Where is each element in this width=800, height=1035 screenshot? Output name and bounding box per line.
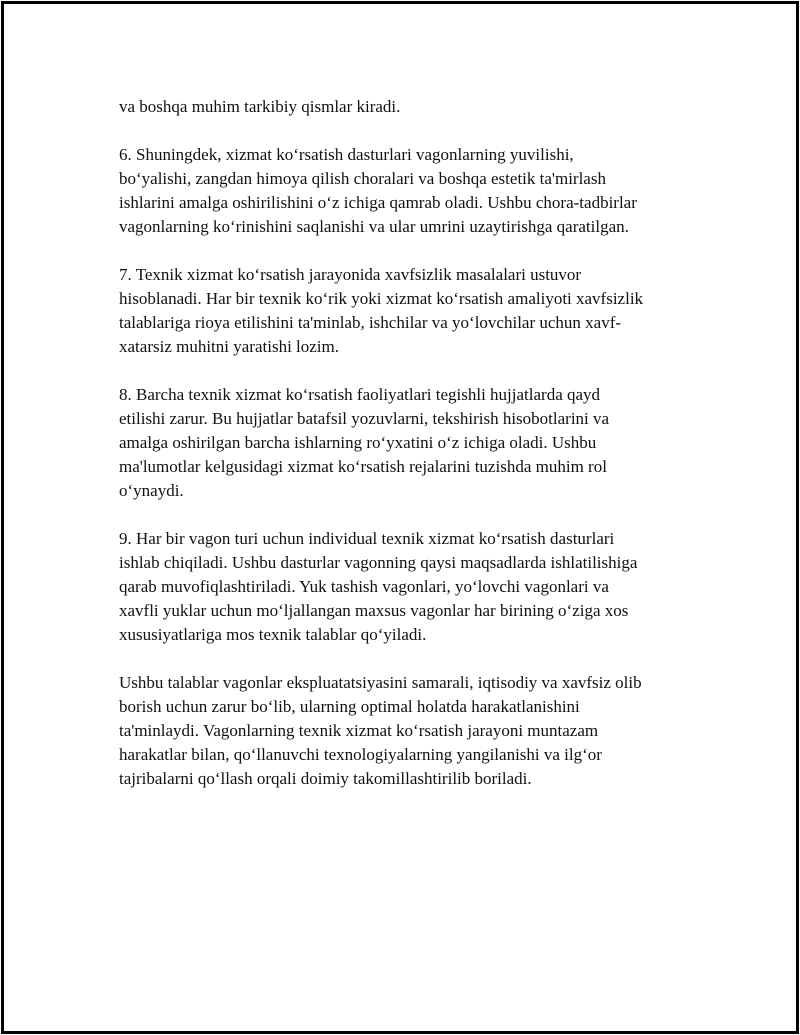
text-line: ishlab chiqiladi. Ushbu dasturlar vagonning qaysi maqsadlarda ishlatilishiga [119,553,638,572]
text-line: ta'minlaydi. Vagonlarning texnik xizmat koʻrsatish jarayoni muntazam [119,721,599,740]
paragraph-item-6 [119,143,699,239]
text-line: tajribalarni qoʻllash orqali doimiy takomillashtirilib boriladi. [119,769,532,788]
text-line: xavfli yuklar uchun moʻljallangan maxsus vagonlar har birining oʻziga xos [119,601,629,620]
text-line: boʻyalishi, zangdan himoya qilish choralari va boshqa estetik ta'mirlash [119,169,606,188]
text-line: 8. Barcha texnik xizmat koʻrsatish faoliyatlari tegishli hujjatlarda qayd [119,385,601,404]
text-line: ma'lumotlar kelgusidagi xizmat koʻrsatish rejalarini tuzishda muhim rol [119,457,607,476]
text-line: amalga oshirilgan barcha ishlarning roʻyxatini oʻz ichiga oladi. Ushbu [119,433,597,452]
paragraph-conclusion [119,671,699,791]
text-line: xatarsiz muhitni yaratishi lozim. [119,337,340,356]
text-line: Ushbu talablar vagonlar ekspluatatsiyasini samarali, iqtisodiy va xavfsiz olib [119,673,642,692]
text-line: ishlarini amalga oshirilishini oʻz ichiga qamrab oladi. Ushbu chora-tadbirlar [119,193,637,212]
paragraph-item-7 [119,263,699,359]
text-line: 9. Har bir vagon turi uchun individual texnik xizmat koʻrsatish dasturlari [119,529,615,548]
text-line: harakatlar bilan, qoʻllanuvchi texnologiyalarning yangilanishi va ilgʻor [119,745,602,764]
text-line: 7. Texnik xizmat koʻrsatish jarayonida xavfsizlik masalalari ustuvor [119,265,582,284]
text-line: hisoblanadi. Har bir texnik koʻrik yoki xizmat koʻrsatish amaliyoti xavfsizlik [119,289,644,308]
paragraph-continuation [119,95,699,119]
text-line: borish uchun zarur boʻlib, ularning optimal holatda harakatlanishini [119,697,580,716]
text-line: talablariga rioya etilishini ta'minlab, ishchilar va yoʻlovchilar uchun xavf- [119,313,622,332]
text-line: xususiyatlariga mos texnik talablar qoʻyiladi. [119,625,427,644]
text-line: vagonlarning koʻrinishini saqlanishi va ular umrini uzaytirishga qaratilgan. [119,217,629,236]
document-page [1,1,799,1034]
text-line: etilishi zarur. Bu hujjatlar batafsil yozuvlarni, tekshirish hisobotlarini va [119,409,610,428]
paragraph-item-8 [119,383,699,503]
text-line: qarab muvofiqlashtiriladi. Yuk tashish vagonlari, yoʻlovchi vagonlari va [119,577,609,596]
text-line: oʻynaydi. [119,481,184,500]
text-line: va boshqa muhim tarkibiy qismlar kiradi. [119,97,401,116]
paragraph-item-9 [119,527,699,647]
text-line: 6. Shuningdek, xizmat koʻrsatish dasturlari vagonlarning yuvilishi, [119,145,574,164]
document-body [119,95,699,815]
